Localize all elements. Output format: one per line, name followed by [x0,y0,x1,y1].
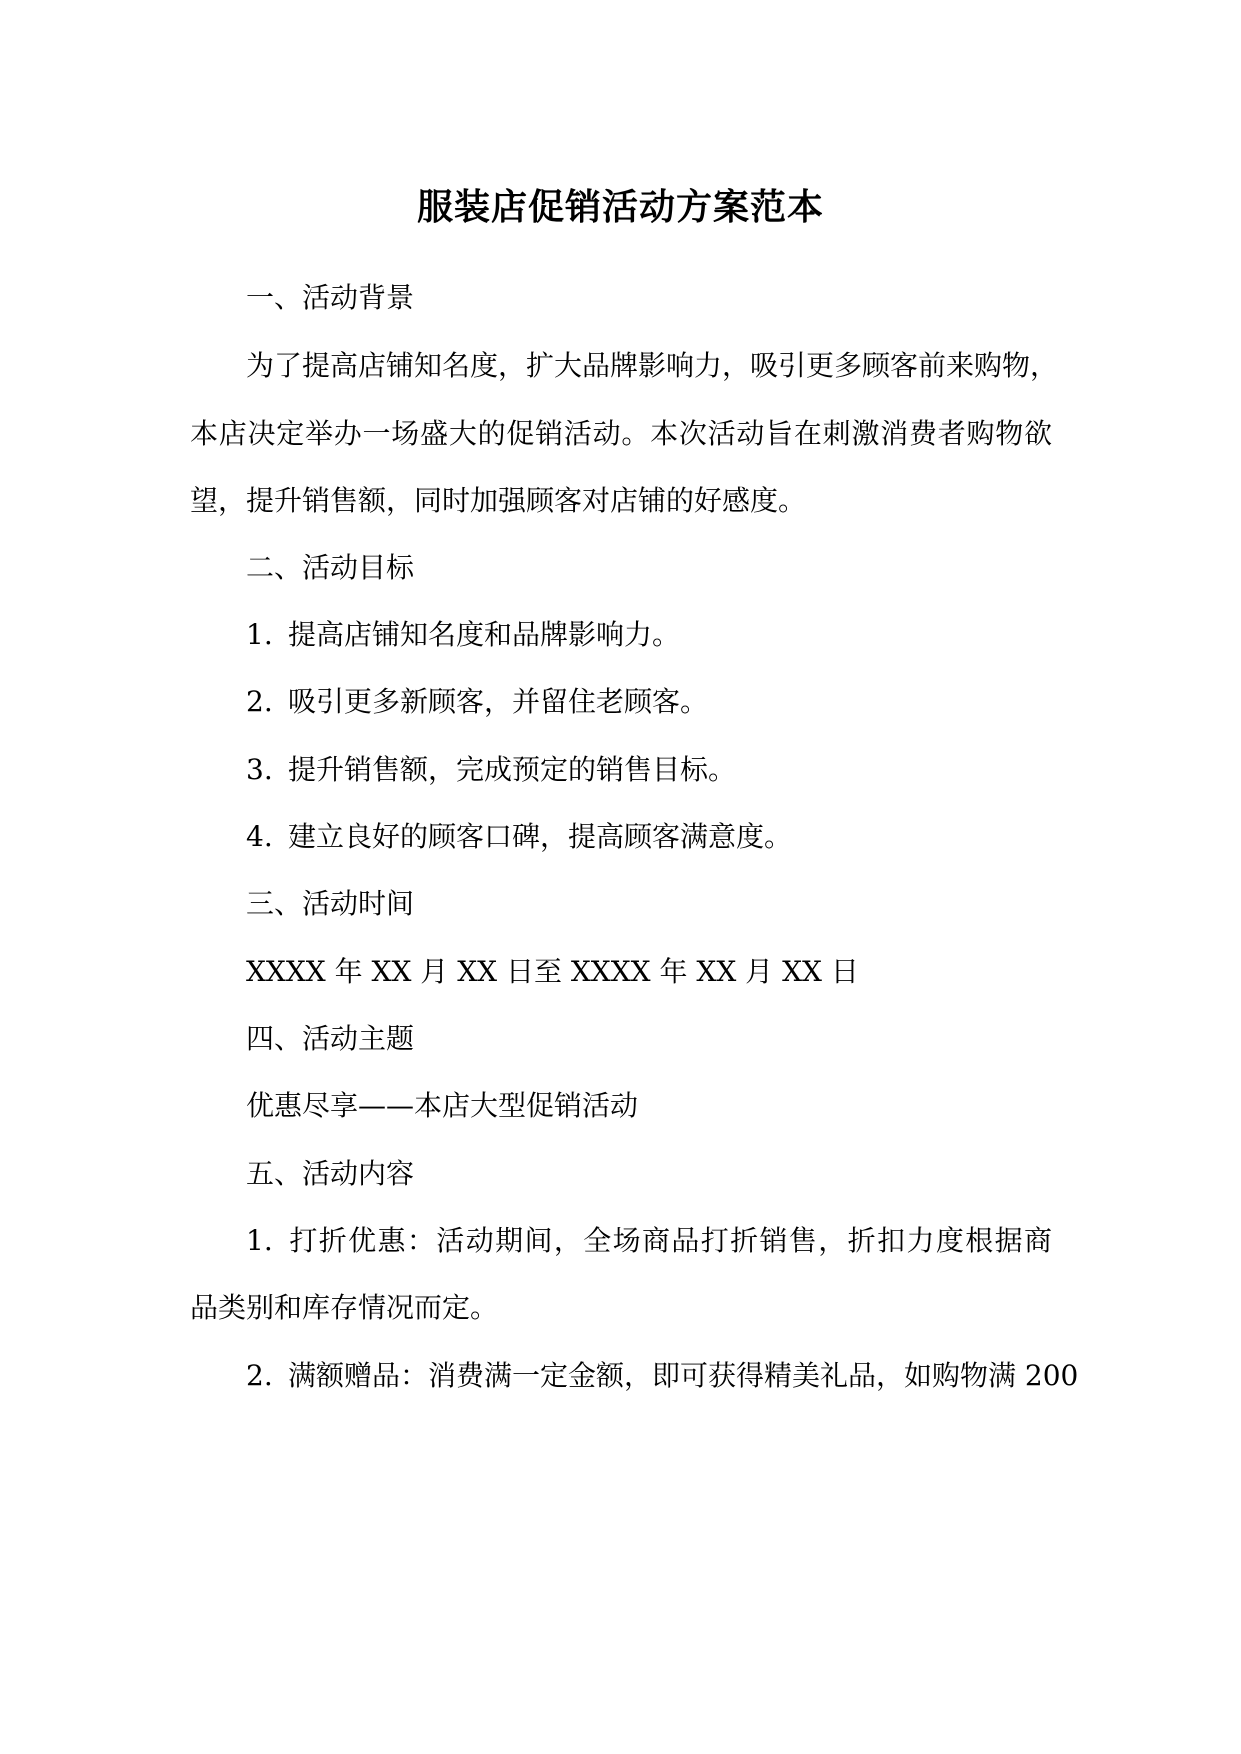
list-item [246,615,680,655]
list-text: 吸引更多新顾客，并留住老顾客。 [288,685,709,718]
list-item [246,1356,1079,1396]
section-heading-theme: 四、活动主题 [246,1022,415,1055]
paragraph-line: 望，提升销售额，同时加强顾客对店铺的好感度。 [190,484,807,517]
list-text: 提高店铺知名度和品牌影响力。 [288,618,681,651]
document-title: 服装店促销活动方案范本 [416,186,824,228]
section-heading-background: 一、活动背景 [246,281,415,314]
list-text: 提升销售额，完成预定的销售目标。 [288,753,737,786]
list-number: 3. [246,753,273,786]
list-item [246,1221,1052,1261]
paragraph-line: 优惠尽享——本店大型促销活动 [246,1089,639,1122]
list-item [246,817,792,857]
paragraph-line: 品类别和库存情况而定。 [190,1291,499,1324]
list-text: 打折优惠：活动期间，全场商品打折销售，折扣力度根据商 [288,1224,1052,1257]
list-number: 1. [246,618,273,651]
list-text: 建立良好的顾客口碑，提高顾客满意度。 [288,820,793,853]
list-text: 满额赠品：消费满一定金额，即可获得精美礼品，如购物满 200 [288,1359,1079,1392]
section-heading-content: 五、活动内容 [246,1157,415,1190]
paragraph-line: 本店决定举办一场盛大的促销活动。本次活动旨在刺激消费者购物欲 [190,417,1052,450]
list-number: 2. [246,1359,273,1392]
section-heading-time: 三、活动时间 [246,887,415,920]
paragraph-line: 为了提高店铺知名度，扩大品牌影响力，吸引更多顾客前来购物， [246,349,1059,382]
list-item [246,750,736,790]
list-number: 4. [246,820,273,853]
list-number: 1. [246,1224,273,1257]
section-heading-goals: 二、活动目标 [246,551,415,584]
list-number: 2. [246,685,273,718]
paragraph-line: XXXX 年 XX 月 XX 日至 XXXX 年 XX 月 XX 日 [246,955,859,988]
list-item [246,682,708,722]
